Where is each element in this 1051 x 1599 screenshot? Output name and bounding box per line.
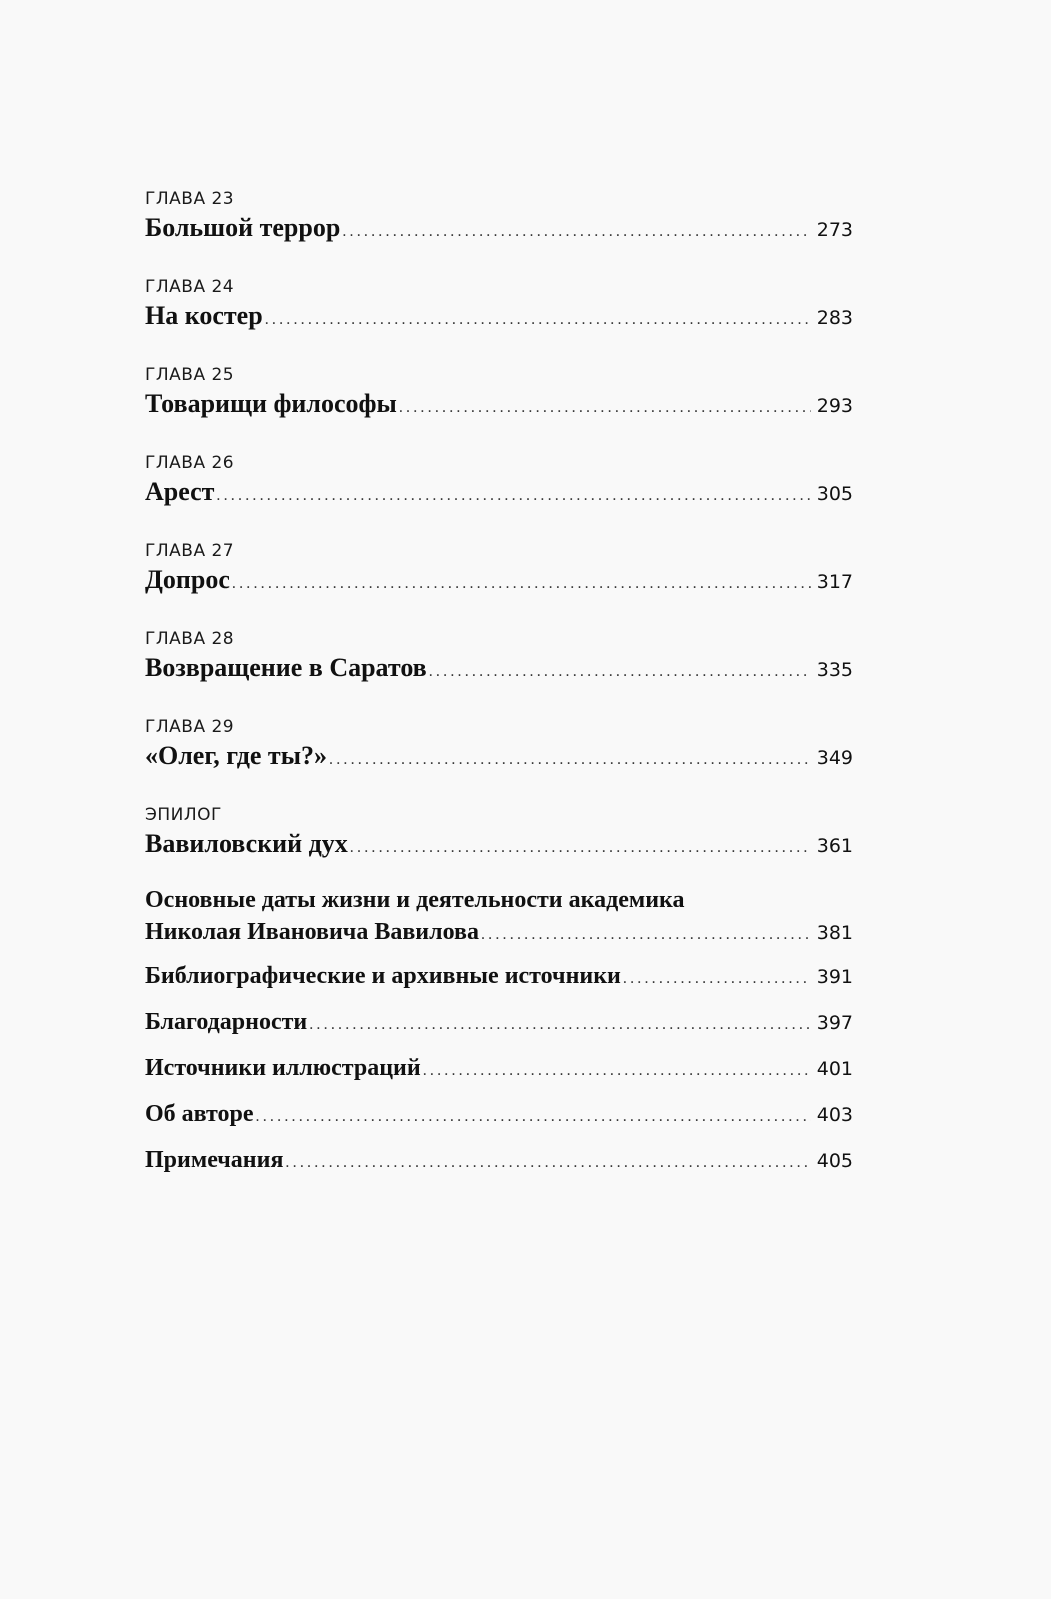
chapter-label: ЭПИЛОГ (145, 805, 222, 825)
dot-leader (481, 919, 811, 951)
page-number: 317 (816, 571, 853, 593)
page-number: 405 (816, 1150, 853, 1172)
dot-leader (623, 961, 811, 997)
chapter-entry (145, 386, 853, 422)
chapter-title: Возвращение в Саратов (145, 653, 427, 682)
toc-item-acknowledgements[interactable] (145, 1004, 853, 1040)
dot-leader (265, 302, 811, 338)
dot-leader (429, 654, 811, 690)
page-number: 305 (816, 483, 853, 505)
page-number: 335 (816, 659, 853, 681)
dot-leader (350, 830, 811, 866)
dot-leader (329, 742, 811, 778)
toc-chapter-25[interactable] (145, 364, 853, 422)
chapter-title: Арест (145, 477, 215, 506)
chapter-label: ГЛАВА 23 (145, 189, 235, 209)
appendix-entry (145, 1004, 853, 1040)
chapter-title: На костер (145, 301, 263, 330)
page-number: 349 (816, 747, 853, 769)
toc-chapter-27[interactable] (145, 540, 853, 598)
entry-title: Примечания (145, 1147, 284, 1173)
dot-leader (309, 1007, 811, 1043)
toc-item-sources[interactable] (145, 958, 853, 994)
dot-leader (232, 566, 811, 602)
dot-leader (423, 1053, 811, 1089)
entry-title: Источники иллюстраций (145, 1055, 421, 1081)
chapter-title: Товарищи философы (145, 389, 397, 418)
dot-leader (342, 214, 810, 250)
appendix-entry (145, 958, 853, 994)
chapter-entry (145, 650, 853, 686)
chapter-label: ГЛАВА 26 (145, 453, 235, 473)
chapter-entry (145, 298, 853, 334)
toc-appendix (145, 884, 853, 1178)
chapter-title: Вавиловский дух (145, 829, 348, 858)
chapter-label: ГЛАВА 29 (145, 717, 235, 737)
chapter-entry (145, 826, 853, 862)
chapter-entry (145, 562, 853, 598)
toc-item-key-dates[interactable] (145, 884, 853, 948)
chapter-entry (145, 474, 853, 510)
dot-leader (399, 390, 811, 426)
page-number: 283 (816, 307, 853, 329)
dot-leader (256, 1099, 811, 1135)
toc-chapter-29[interactable] (145, 716, 853, 774)
entry-title: Благодарности (145, 1009, 308, 1035)
toc-chapter-26[interactable] (145, 452, 853, 510)
appendix-entry (145, 1096, 853, 1132)
page-number: 397 (816, 1012, 853, 1034)
appendix-entry (145, 916, 853, 948)
chapter-title: «Олег, где ты?» (145, 741, 327, 770)
entry-title-line1: Основные даты жизни и деятельности академика (145, 887, 685, 913)
appendix-entry (145, 1142, 853, 1178)
table-of-contents (145, 188, 853, 1188)
page-number: 293 (816, 395, 853, 417)
page-number: 403 (816, 1104, 853, 1126)
page-number: 401 (816, 1058, 853, 1080)
page-number: 361 (816, 835, 853, 857)
toc-chapter-24[interactable] (145, 276, 853, 334)
toc-item-illustration-sources[interactable] (145, 1050, 853, 1086)
chapter-entry (145, 738, 853, 774)
dot-leader (285, 1145, 810, 1181)
page-number: 381 (816, 922, 853, 944)
chapter-label: ГЛАВА 28 (145, 629, 235, 649)
chapter-label: ГЛАВА 25 (145, 365, 235, 385)
chapter-label: ГЛАВА 27 (145, 541, 235, 561)
toc-chapter-23[interactable] (145, 188, 853, 246)
page-number: 391 (816, 966, 853, 988)
toc-chapter-28[interactable] (145, 628, 853, 686)
entry-title: Библиографические и архивные источники (145, 963, 621, 989)
chapter-title: Допрос (145, 565, 230, 594)
appendix-entry (145, 1050, 853, 1086)
toc-item-notes[interactable] (145, 1142, 853, 1178)
chapter-entry (145, 210, 853, 246)
toc-item-about-author[interactable] (145, 1096, 853, 1132)
entry-title-line2: Николая Ивановича Вавилова (145, 919, 479, 945)
dot-leader (216, 478, 810, 514)
page-number: 273 (816, 219, 853, 241)
chapter-label: ГЛАВА 24 (145, 277, 235, 297)
entry-title: Об авторе (145, 1101, 254, 1127)
toc-epilogue[interactable] (145, 804, 853, 862)
chapter-title: Большой террор (145, 213, 341, 242)
